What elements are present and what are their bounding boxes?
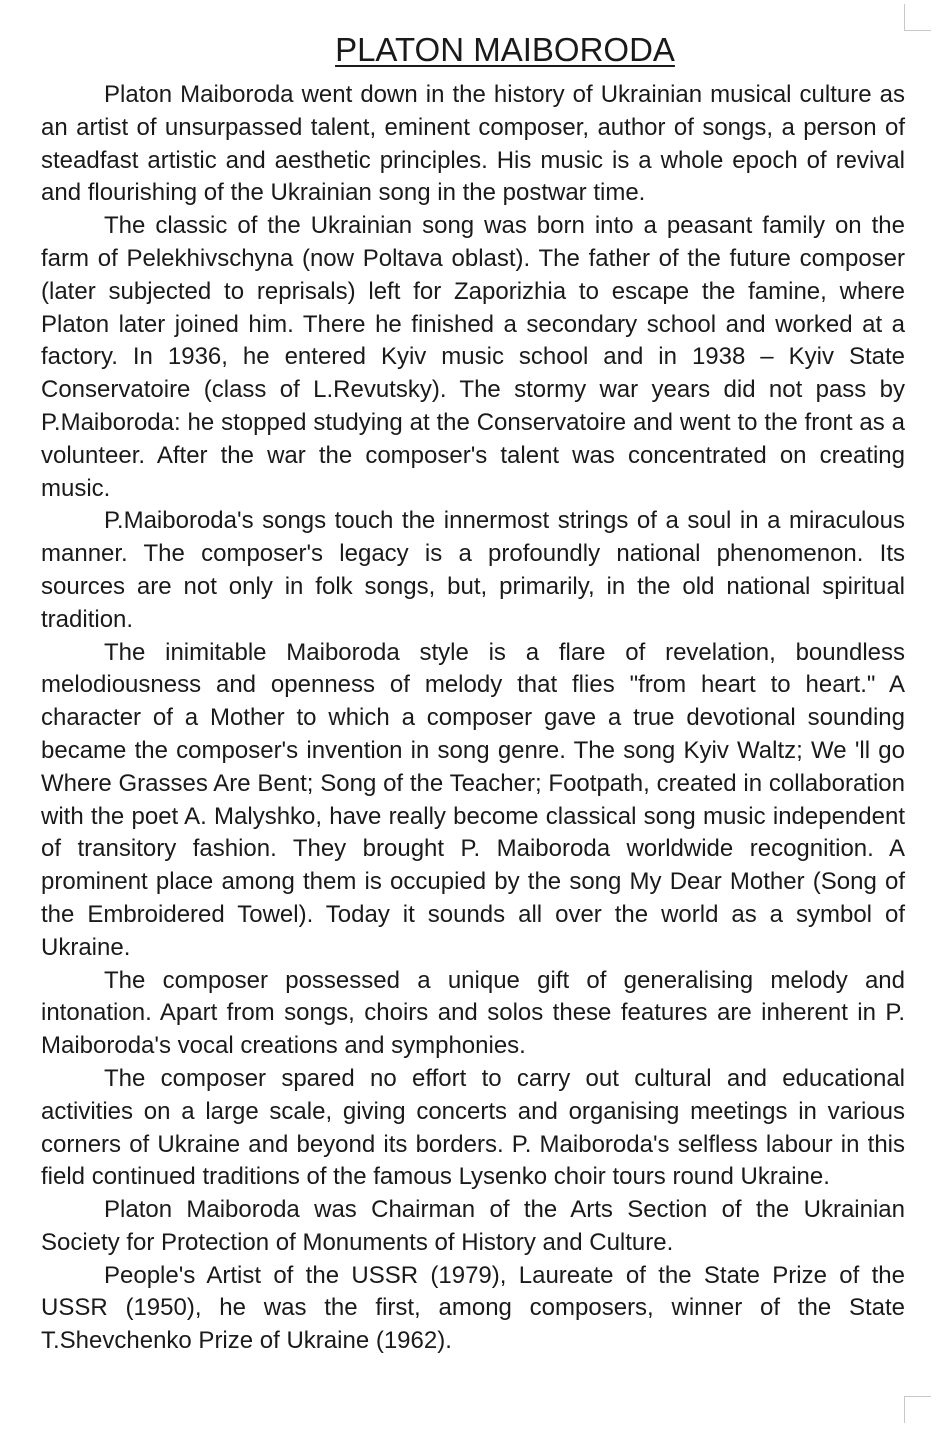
paragraph-intro: Platon Maiboroda went down in the history of Ukrainian musical culture as an artist of unsurpassed talent, eminent composer, author of songs, a person of steadfast artistic and aesthetic principles. His music is a whole epoch of revival and flourishing of the Ukrainian song in the postwar time. <box>41 81 905 207</box>
paragraph-melody: The composer possessed a unique gift of generalising melody and intonation. Apart from songs, choirs and solos these features are inherent in P. Maiboroda's vocal creations and symphonies. <box>41 966 905 1060</box>
paragraph-chairman: Platon Maiboroda was Chairman of the Arts Section of the Ukrainian Society for Protection of Monuments of History and Culture. <box>41 1196 905 1256</box>
paragraph-activities: The composer spared no effort to carry out cultural and educational activities on a large scale, giving concerts and organising meetings in various corners of Ukraine and beyond its borders. P. Maiboroda's selfless labour in this field continued traditions of the famous Lysenko choir tours round Ukraine. <box>41 1064 905 1191</box>
paragraph-songs: P.Maiboroda's songs touch the innermost strings of a soul in a miraculous manner. The composer's legacy is a profoundly national phenomenon. Its sources are not only in folk songs, but, primarily, in the old national spiritual tradition. <box>41 507 905 633</box>
page-corner-mark-top <box>904 4 931 31</box>
paragraph-awards: People's Artist of the USSR (1979), Laureate of the State Prize of the USSR (1950), he was the first, among composers, winner of the State T.Shevchenko Prize of Ukraine (1962). <box>41 1261 905 1355</box>
document-title <box>0 30 940 70</box>
document-title-text: PLATON MAIBORODA <box>335 31 675 68</box>
paragraph-biography: The classic of the Ukrainian song was born into a peasant family on the farm of Pelekhivschyna (now Poltava oblast). The father of the future composer (later subjected to reprisals) left for Zaporizhia to escape the famine, where Platon later joined him. There he finished a secondary school and worked at a factory. In 1936, he entered Kyiv music school and in 1938 – Kyiv State Conservatoire (class of L.Revutsky). The stormy war years did not pass by P.Maiboroda: he stopped studying at the Conservatoire and went to the front as a volunteer. After the war the composer's talent was concentrated on creating music. <box>41 212 905 502</box>
document-body <box>41 79 905 1358</box>
page-corner-mark-bottom <box>904 1396 931 1423</box>
paragraph-style: The inimitable Maiboroda style is a flare of revelation, boundless melodiousness and openness of melody that flies "from heart to heart." A character of a Mother to which a composer gave a true devotional sounding became the composer's invention in song genre. The song Kyiv Waltz; We 'll go Where Grasses Are Bent; Song of the Teacher; Footpath, created in collaboration with the poet A. Malyshko, have really become classical song music independent of transitory fashion. They brought P. Maiboroda worldwide recognition. A prominent place among them is occupied by the song My Dear Mother (Song of the Embroidered Towel). Today it sounds all over the world as a symbol of Ukraine. <box>41 638 905 961</box>
